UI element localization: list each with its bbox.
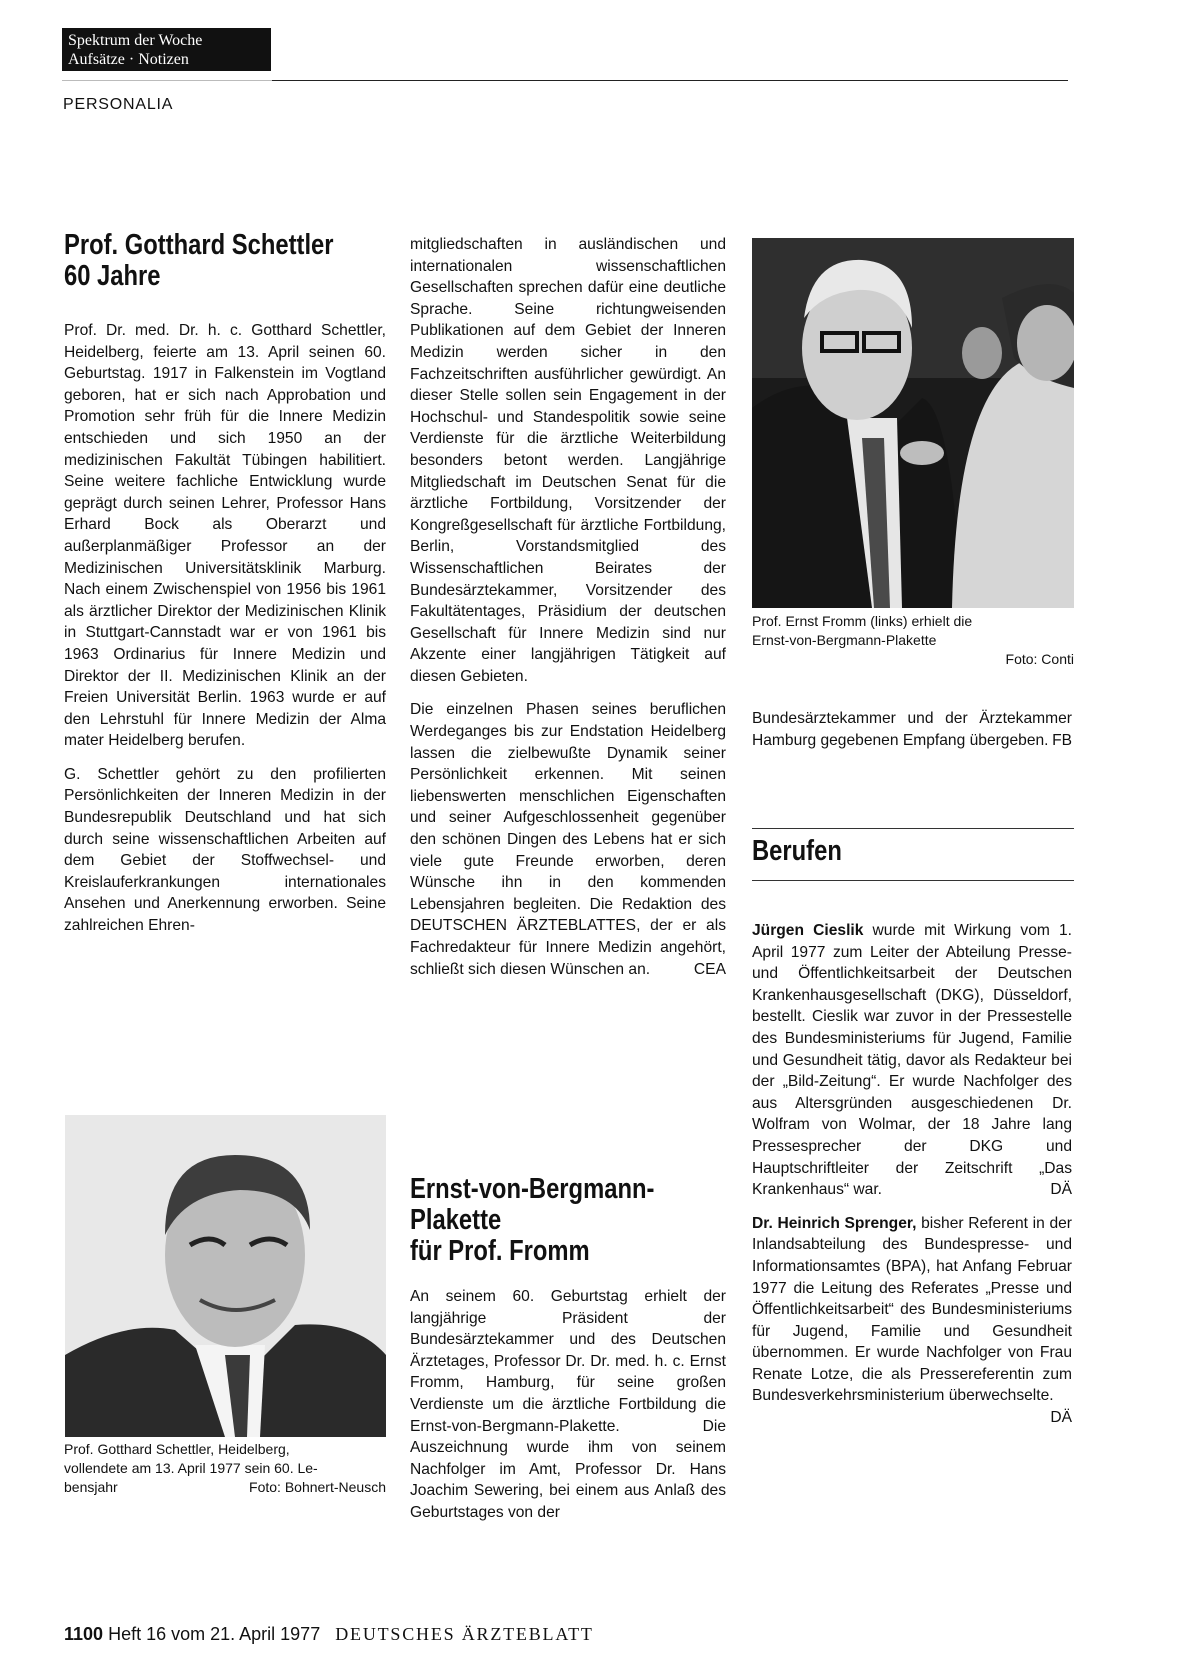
schettler-photo (65, 1115, 386, 1437)
bergmann-title-line-2: Plakette (410, 1204, 502, 1236)
rubric-line-1: Spektrum der Woche (68, 32, 203, 49)
schettler-signoff: CEA (693, 960, 726, 978)
fromm-caption-line-1: Prof. Ernst Fromm (links) erhielt die (752, 613, 973, 629)
section-rubric (62, 28, 271, 71)
rubric-line-2: Aufsätze · Notizen (68, 51, 189, 68)
bergmann-title-line-1: Ernst-von-Bergmann- (410, 1173, 655, 1205)
portrait-illustration (65, 1115, 386, 1437)
schettler-photo-credit: Foto: Bohnert-Neusch (249, 1479, 386, 1495)
header-rule (272, 80, 1068, 81)
berufen-entry-2-signoff: DÄ (1050, 1409, 1072, 1427)
page-footer (64, 1624, 594, 1645)
bergmann-title-line-3: für Prof. Fromm (410, 1235, 590, 1267)
fromm-caption-line-2: Ernst-von-Bergmann-Plakette (752, 632, 937, 648)
schettler-paragraph-3: mitgliedschaften in ausländischen und internationalen wissenschaftlichen Gesellschaften sprechen dafür eine deutliche Sprache. Seine richtungweisenden Publikationen auf dem Gebiet der Inneren Medizin werden sicher in den Fachzeitschriften ausführlicher gewürdigt. An dieser Stelle sollen sein Engagement in der Hochschul- und Standespolitik sowie seine Verdienste für die ärztliche Weiterbildung besonders betont werden. Langjährige Mitgliedschaft im Deutschen Senat für die ärztliche Fortbildung, Vorsitzender der Kongreßgesellschaft für ärztliche Fortbildung, Berlin, Vorstandsmitglied des Wissenschaftlichen Beirates der Bundesärztekammer, Vorsitzender des Fakultätentages, Präsidium der deutschen Gesellschaft für Innere Medizin sind nur Akzente einer langjährigen Tätigkeit auf diesen Gebieten. (410, 236, 726, 685)
berufen-entry-2 (752, 1213, 1072, 1427)
bergmann-continuation-paragraph (752, 708, 1072, 751)
award-scene-illustration (752, 238, 1074, 608)
berufen-top-rule (752, 828, 1074, 829)
fromm-photo (752, 238, 1074, 608)
schettler-caption-line-3: bensjahr (64, 1479, 118, 1495)
fromm-photo-credit: Foto: Conti (1005, 651, 1074, 667)
schettler-caption (64, 1440, 386, 1497)
schettler-caption-line-2: vollendete am 13. April 1977 sein 60. Le- (64, 1460, 318, 1476)
berufen-entry-1-text: wurde mit Wirkung vom 1. April 1977 zum Leiter der Abteilung Presse- und Öffentlichkeitsarbeit der Deutschen Krankenhausgesellschaft (DKG), Düsseldorf, bestellt. Cieslik war zuvor in der Pressestelle des Bundesministeriums für Jugend, Familie und Gesundheit tätig, davor als Redakteur bei der „Bild-Zeitung“. Er wurde Nachfolger des aus Altersgründen ausgeschiedenen Dr. Wolfram von Wolmar, der 18 Jahre lang Pressesprecher der DKG und Hauptschriftleiter der Zeitschrift „Das Krankenhaus“ war. (752, 922, 1072, 1199)
schettler-caption-line-1: Prof. Gotthard Schettler, Heidelberg, (64, 1441, 290, 1457)
berufen-headline (752, 836, 862, 867)
berufen-entry-1-signoff: DÄ (1050, 1181, 1072, 1199)
berufen-entry-2-name: Dr. Heinrich Sprenger, (752, 1214, 917, 1232)
schettler-caption-row (64, 1478, 386, 1497)
schettler-headline (64, 230, 393, 292)
bergmann-paragraph: An seinem 60. Geburtstag erhielt der langjährige Präsident der Bundesärztekammer und des Deutschen Ärztetages, Professor Dr. Dr. med. h. c. Ernst Fromm, Hamburg, für seine großen Verdienste um die ärztliche Fortbildung die Ernst-von-Bergmann-Plakette. Die Auszeichnung wurde ihm von seinem Nachfolger im Amt, Professor Dr. Hans Joachim Sewering, bei einem aus Anlaß des Geburtstages von der (410, 1288, 726, 1521)
schettler-paragraph-1: Prof. Dr. med. Dr. h. c. Gotthard Schettler, Heidelberg, feierte am 13. April seinen 60. Geburtstag. 1917 in Falkenstein im Vogtland geboren, hat er sich nach Approbation und Promotion sehr früh für die Innere Medizin entschieden und sich 1950 an der medizinischen Fakultät Tübingen habilitiert. Seine weitere fachliche Entwicklung wurde geprägt durch seinen Lehrer, Professor Hans Erhard Bock als Oberarzt und außerplanmäßiger Professor an der Medizinischen Universitätsklinik Marburg. Nach einem Zwischenspiel von 1956 bis 1961 als ärztlicher Direktor der Medizinischen Klinik in Stuttgart-Cannstadt war er von 1961 bis 1963 Ordinarius für Innere Medizin und Direktor der II. Medizinischen Klinik an der Freien Universität Berlin. 1963 wurde er auf den Lehrstuhl für Innere Medizin der Alma mater Heidelberg berufen. (64, 322, 386, 750)
berufen-title: Berufen (752, 835, 842, 867)
bergmann-continuation-text: Bundesärztekammer und der Ärztekammer Hamburg gegebenen Empfang übergeben. (752, 710, 1072, 749)
schettler-title-line-2: 60 Jahre (64, 260, 161, 292)
bergmann-signoff: FB (1052, 731, 1072, 749)
fromm-caption (752, 612, 1074, 669)
schettler-column-2 (410, 234, 726, 980)
berufen-entry-1-name: Jürgen Cieslik (752, 922, 864, 939)
bergmann-column (410, 1286, 726, 1536)
bergmann-headline (410, 1174, 708, 1267)
schettler-paragraph-4-text: Die einzelnen Phasen seines beruflichen Werdeganges bis zur Endstation Heidelberg lassen die zielbewußte Dynamik seiner Persönlichkeit erkennen. Mit seinen liebenswerten menschlichen Eigenschaften und seiner Aufgeschlossenheit gegenüber den schönen Dingen des Lebens hat er sich viele gute Freunde erworben, deren Wünsche ihn in den kommenden Lebensjahren begleiten. Die Redaktion des DEUTSCHEN ÄRZTEBLATTES, der er als Fachredakteur für Innere Medizin angehört, schließt sich diesen Wünschen an. (410, 701, 726, 978)
schettler-title-line-1: Prof. Gotthard Schettler (64, 229, 334, 261)
schettler-paragraph-4 (410, 699, 726, 980)
publication-name: DEUTSCHES ÄRZTEBLATT (335, 1624, 594, 1644)
schettler-column-1 (64, 320, 386, 949)
header-rule-light (62, 80, 272, 81)
berufen-bottom-rule (752, 880, 1074, 881)
bergmann-continuation (752, 708, 1072, 763)
berufen-column (752, 920, 1072, 1429)
schettler-paragraph-2: G. Schettler gehört zu den profilierten Persönlichkeiten der Inneren Medizin in der Bundesrepublik Deutschland und hat sich durch seine wissenschaftlichen Arbeiten auf dem Gebiet der Stoffwechsel- und Kreislauferkrankungen internationales Ansehen und Anerkennung erworben. Seine zahlreichen Ehren- (64, 765, 386, 935)
section-label: PERSONALIA (63, 96, 174, 113)
issue-info: Heft 16 vom 21. April 1977 (108, 1624, 321, 1644)
page-number: 1100 (64, 1624, 104, 1644)
berufen-entry-2-text: bisher Referent in der Inlandsabteilung des Bundespresse- und Informationsamtes (BPA), hat Anfang Februar 1977 die Leitung des Referates „Presse und Öffentlichkeitsarbeit“ des Bundesministeriums für Jugend, Familie und Gesundheit übernommen. Er wurde Nachfolger von Frau Renate Lotze, die als Pressereferentin zum Bundesverkehrsministerium überwechselte. (752, 1214, 1072, 1405)
berufen-entry-1 (752, 920, 1072, 1201)
